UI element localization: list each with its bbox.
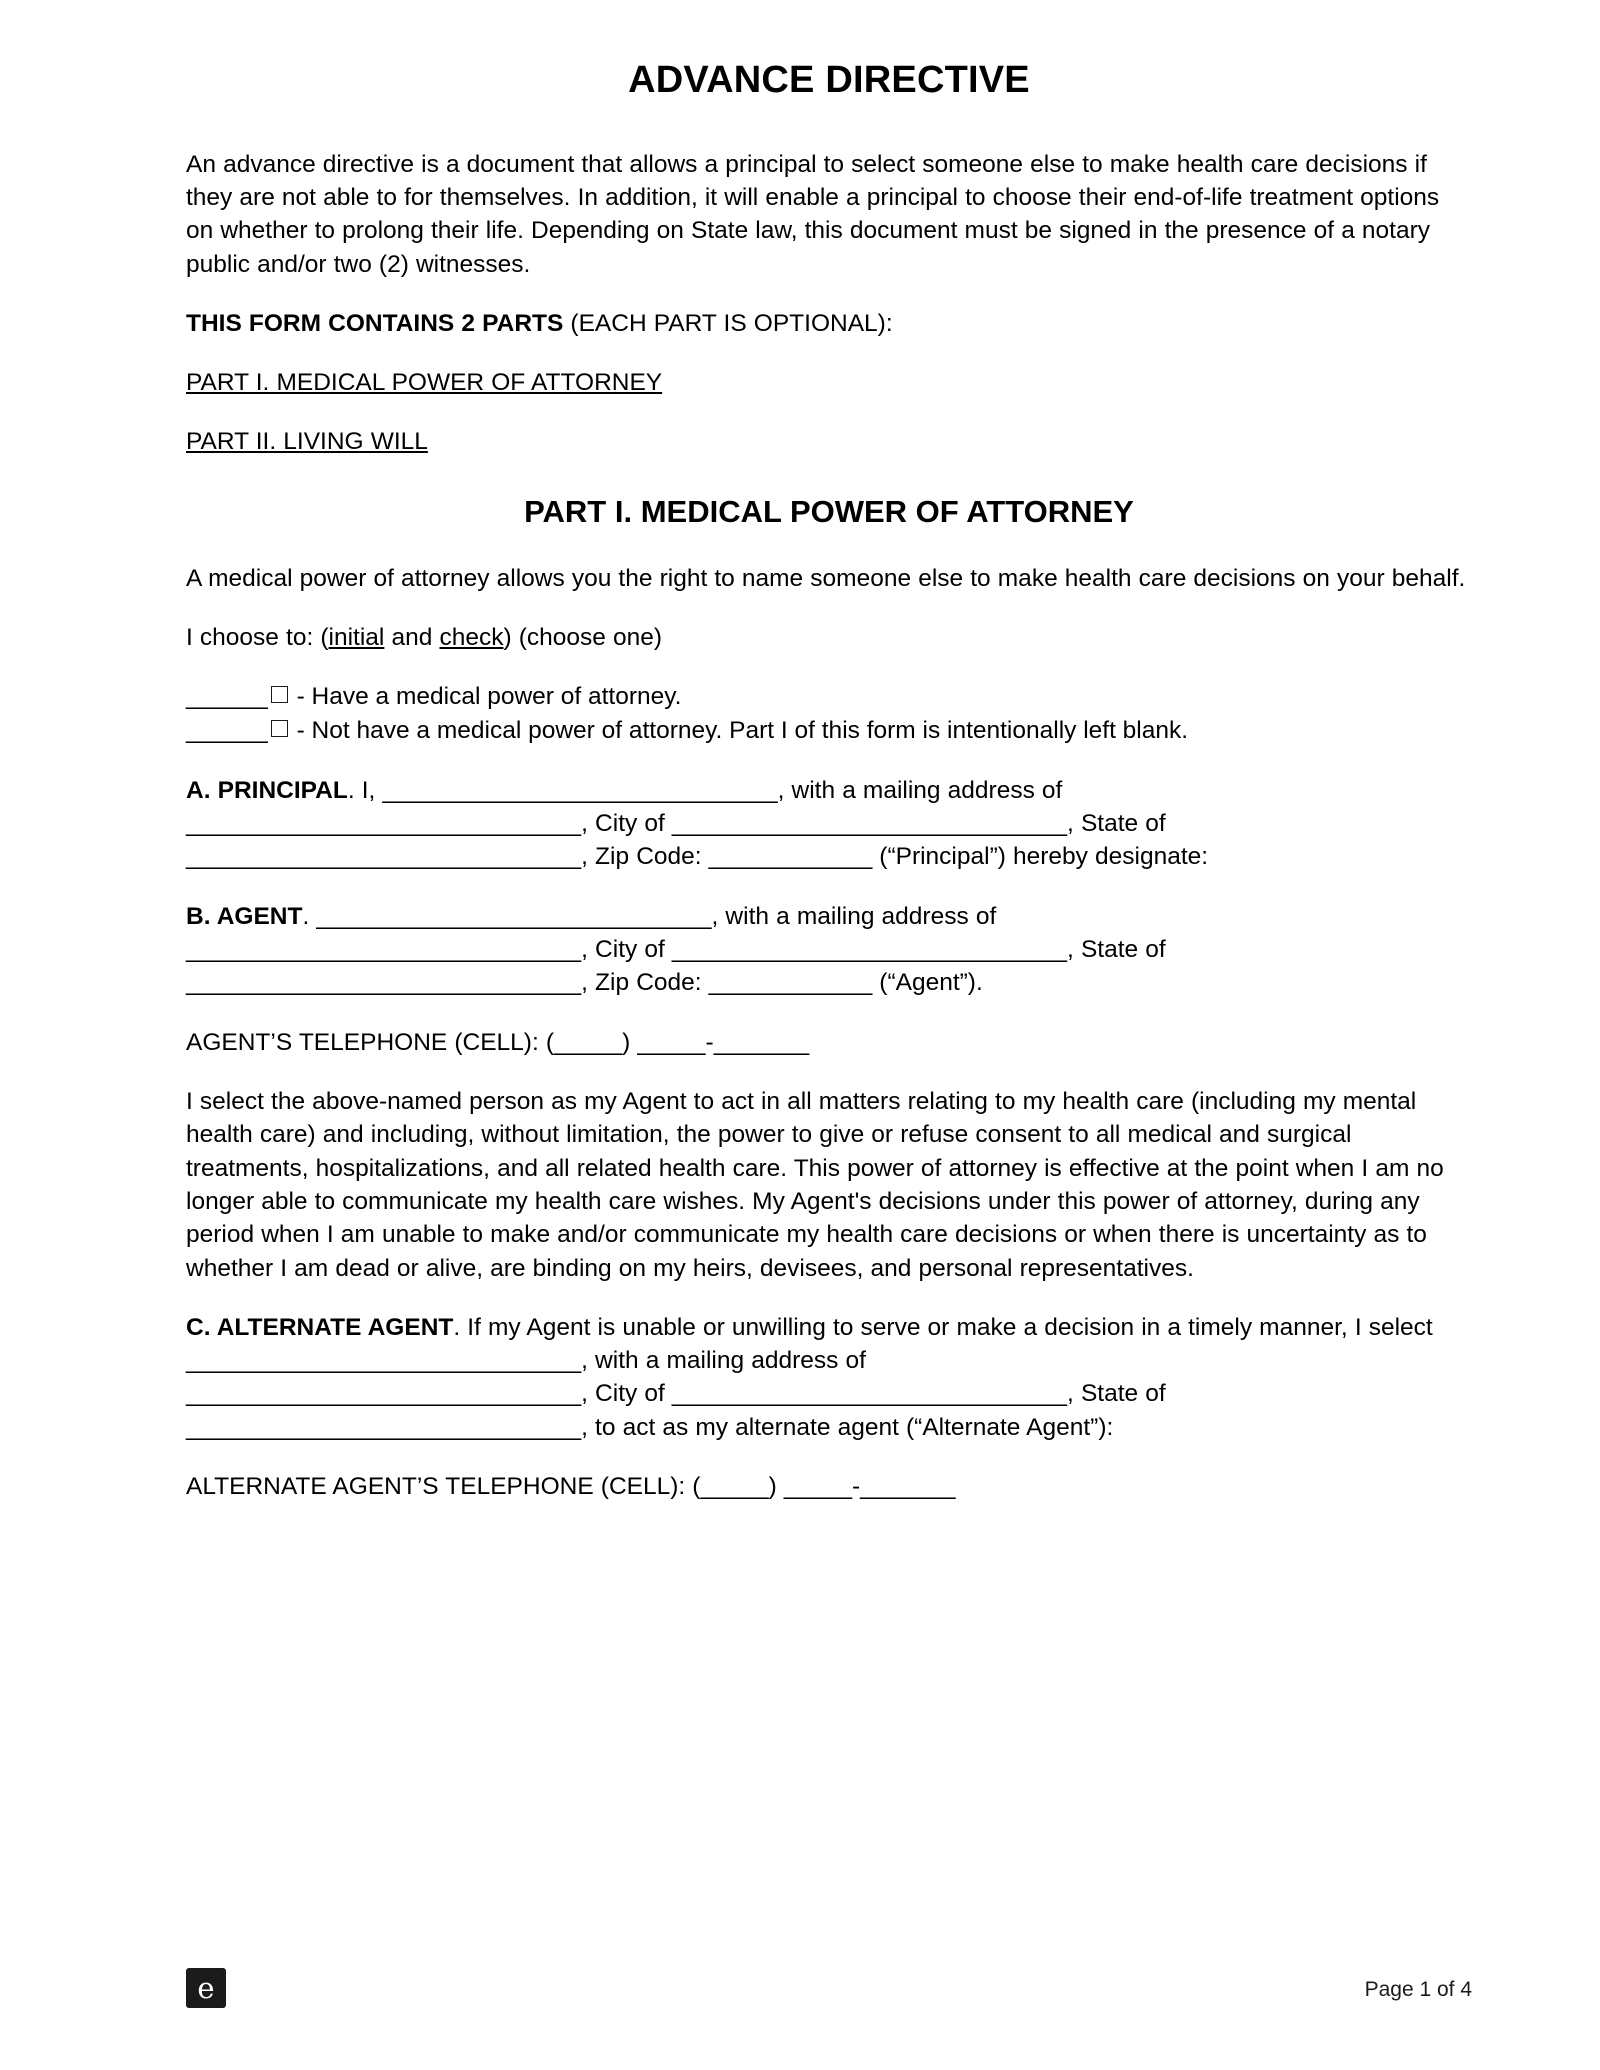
principal-line-3[interactable]: _____________________________, Zip Code: ____________ (“Principal”) hereby designate:: [186, 843, 1209, 871]
parts-header-rest: (EACH PART IS OPTIONAL):: [563, 309, 893, 337]
page-title: ADVANCE DIRECTIVE: [628, 59, 1030, 101]
alternate-agent-label: C. ALTERNATE AGENT: [186, 1313, 454, 1341]
alternate-agent-telephone-line[interactable]: ALTERNATE AGENT’S TELEPHONE (CELL): (_____) _____-_______: [186, 1473, 956, 1501]
checkbox-not-have-mpoa[interactable]: [271, 720, 288, 737]
choose-and-word: and: [384, 623, 440, 651]
choice-option-have: [186, 680, 1472, 714]
section-c-alternate-agent: [186, 1311, 1472, 1444]
choose-tail: ) (choose one): [503, 623, 663, 651]
choose-instruction: [186, 621, 1472, 654]
part-i-description: A medical power of attorney allows you the right to name someone else to make health care decisions on your behalf.: [186, 564, 1466, 592]
parts-header-bold: THIS FORM CONTAINS 2 PARTS: [186, 309, 564, 337]
part-i-link: PART I. MEDICAL POWER OF ATTORNEY: [186, 369, 663, 397]
principal-line-2[interactable]: _____________________________, City of _____________________________, State of: [186, 810, 1166, 838]
parts-header: [186, 307, 1472, 340]
part-list-item-1: [186, 366, 1472, 399]
principal-line-1[interactable]: . I, _____________________________, with a mailing address of: [347, 776, 1063, 804]
checkbox-have-mpoa[interactable]: [271, 686, 288, 703]
intro-paragraph: An advance directive is a document that allows a principal to select someone else to make health care decisions if they are not able to for themselves. In addition, it will enable a principal to choose their end-of-life treatment options on whether to prolong their life. Depending on State law, this document must be signed in the presence of a notary public and/or two (2) witnesses.: [186, 150, 1440, 278]
agent-selection-paragraph: I select the above-named person as my Agent to act in all matters relating to my health care (including my mental health care) and including, without limitation, the power to give or refuse consent to all medical and surgical treatments, hospitalizations, and all related health care. This power of attorney is effective at the point when I am no longer able to communicate my health care wishes. My Agent's decisions under this power of attorney, during any period when I am unable to make and/or communicate my health care decisions or when there is uncertainty as to whether I am dead or alive, are binding on my heirs, devisees, and personal representatives.: [186, 1087, 1444, 1282]
choice-options: [186, 680, 1472, 748]
choose-initial-word: initial: [328, 623, 385, 651]
part-ii-link: PART II. LIVING WILL: [186, 428, 428, 456]
agent-line-3[interactable]: _____________________________, Zip Code: ____________ (“Agent”).: [186, 969, 983, 997]
principal-label: A. PRINCIPAL: [186, 776, 348, 804]
choose-check-word: check: [439, 623, 504, 651]
alternate-agent-line-3[interactable]: _____________________________, to act as my alternate agent (“Alternate Agent”):: [186, 1413, 1114, 1441]
section-b-agent: [186, 900, 1472, 1000]
agent-line-2[interactable]: _____________________________, City of _____________________________, State of: [186, 936, 1166, 963]
alternate-agent-line-1[interactable]: . If my Agent is unable or unwilling to serve or make a decision in a timely manner, I select _____________________________, with a mailing address of: [186, 1313, 1433, 1375]
alternate-agent-line-2[interactable]: _____________________________, City of _____________________________, State of: [186, 1380, 1166, 1408]
agent-line-1[interactable]: . _____________________________, with a mailing address of: [302, 902, 997, 930]
page-number: Page 1 of 4: [1364, 1978, 1472, 2001]
choice-option-not-have: [186, 714, 1472, 748]
page-footer: [186, 1964, 1472, 2008]
agent-telephone-line[interactable]: AGENT’S TELEPHONE (CELL): (_____) _____-_______: [186, 1028, 810, 1056]
choose-lead: I choose to: (: [186, 623, 329, 651]
part-list-item-2: [186, 425, 1472, 458]
eforms-logo-letter: e: [197, 1971, 215, 2005]
choice-option-not-have-label: - Not have a medical power of attorney. Part I of this form is intentionally left blank.: [289, 716, 1189, 744]
agent-label: B. AGENT: [186, 902, 303, 930]
choice-option-have-label: - Have a medical power of attorney.: [289, 683, 682, 711]
part-i-heading: PART I. MEDICAL POWER OF ATTORNEY: [524, 493, 1134, 529]
section-a-principal: [186, 774, 1472, 874]
eforms-logo-icon: [186, 1968, 226, 2008]
initial-blank-1[interactable]: ______: [186, 683, 268, 711]
initial-blank-2[interactable]: ______: [186, 716, 268, 744]
